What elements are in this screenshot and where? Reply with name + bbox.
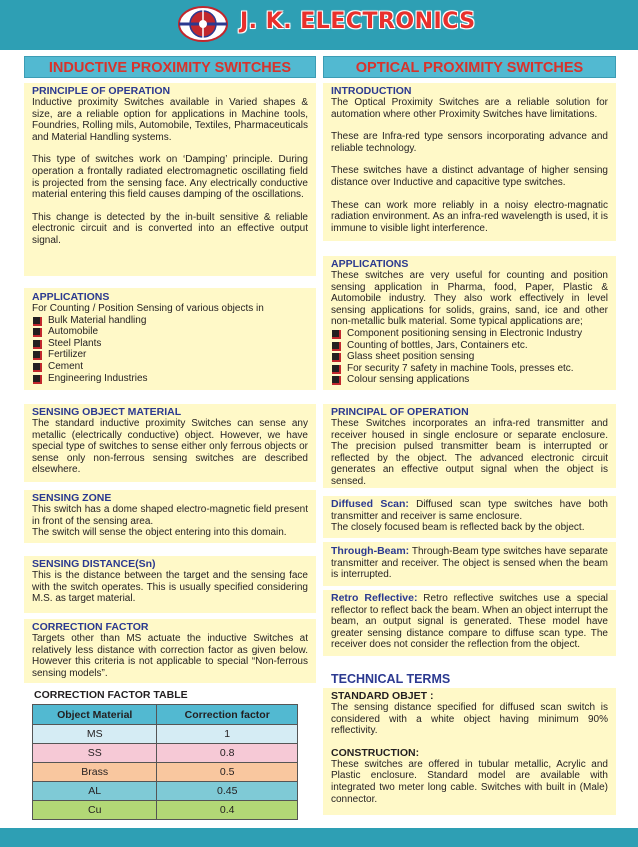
correction-factor-table xyxy=(32,704,298,820)
correction-factor-heading: CORRECTION FACTOR xyxy=(32,621,149,633)
diffused-scan-panel xyxy=(323,496,616,538)
principle-paragraph-2: This type of switches work on ‘Damping’ principle. During operation a frontally radiated electromagnetic oscillating field is projected from the sensing face. Any electrically conductive material entering this field causes damping of the oscillations. xyxy=(32,154,308,201)
technical-terms-panel xyxy=(323,688,616,815)
diffused-text-2: The closely focused beam is reflected back by the object. xyxy=(331,522,585,534)
brand-name: J. K. ELECTRONICS xyxy=(240,9,476,34)
footer-bar xyxy=(0,828,638,847)
retro-text: Retro reflective switches use a special reflector to reflect back the beam. When an object interrupt the beam, an output signal is generated. These model have greater sensing distance compare to diffuse scan type. The receiver does not consider the reflection from the object. xyxy=(331,593,608,651)
table-header-factor: Correction factor xyxy=(157,705,298,725)
list-item: Engineering Industries xyxy=(32,373,308,385)
right-applications-intro: These switches are very useful for counting and position sensing application in Pharma, food, Paper, Plastic & Automobile industry. They also work effectively in level sensing applications for solids, grains, sand, ice and other non-metallic bulk material. Some typical applications are; xyxy=(331,270,608,328)
list-item: Bulk Material handling xyxy=(32,315,308,327)
introduction-heading: INTRODUCTION xyxy=(331,85,412,97)
factor-cell: 1 xyxy=(157,725,298,744)
list-item: Steel Plants xyxy=(32,338,308,350)
principal-operation-text: These Switches incorporates an infra-red transmitter and receiver housed in single enclosure or separate enclosure. The precision pulsed transmitter beam is interrupted or reflected by the object. The advanced electronic circuit generates an effective output signal when the object is sensed. xyxy=(331,418,608,487)
header-bar xyxy=(0,0,638,50)
optical-title: OPTICAL PROXIMITY SWITCHES xyxy=(323,56,616,78)
retro-reflective-panel xyxy=(323,590,616,656)
through-beam-text: Through-Beam type switches have separate transmitter and receiver. The object is sensed when the beam is interrupted. xyxy=(331,546,608,581)
sensing-object-text: The standard inductive proximity Switches can sense any metallic (electrically conductive) object. However, we have special type of switches to sense either only ferrous objects or sense only non-ferrous sensing switches are described elsewhere. xyxy=(32,418,308,476)
right-applications-heading: APPLICATIONS xyxy=(331,258,409,270)
material-cell: MS xyxy=(33,725,157,744)
list-item: Component positioning sensing in Electronic Industry xyxy=(331,328,608,340)
diffused-text: Diffused scan type switches have both transmitter and receiver is same enclosure. xyxy=(331,499,608,522)
right-applications-list xyxy=(331,328,608,386)
sensing-distance-text: This is the distance between the target and the sensing face with the switch operates. This is usually specified considering M.S. as target material. xyxy=(32,570,308,605)
list-item: Cement xyxy=(32,361,308,373)
material-cell: Brass xyxy=(33,763,157,782)
sensing-zone-heading: SENSING ZONE xyxy=(32,492,112,504)
construction-text: These switches are offered in tubular metallic, Acrylic and Plastic enclosure. Standard model are available with integrated two meter long cable. Switches with built in (Male) connector. xyxy=(331,758,608,805)
sensing-object-panel xyxy=(24,404,316,482)
sensing-distance-panel xyxy=(24,556,316,613)
introduction-panel xyxy=(323,83,616,241)
sensing-distance-heading: SENSING DISTANCE(Sn) xyxy=(32,558,156,570)
introduction-paragraph-3: These switches have a distinct advantage of higher sensing distance over Inductive and capacitive type switches. xyxy=(331,165,608,188)
list-item: Counting of bottles, Jars, Containers etc. xyxy=(331,340,608,352)
left-applications-list xyxy=(32,315,308,385)
left-applications-intro: For Counting / Position Sensing of various objects in xyxy=(32,303,264,314)
left-applications-panel xyxy=(24,288,316,390)
left-applications-heading: APPLICATIONS xyxy=(32,291,110,303)
table-row xyxy=(33,801,298,820)
list-item: Automobile xyxy=(32,326,308,338)
table-header-material: Object Material xyxy=(33,705,157,725)
principal-operation-heading: PRINCIPAL OF OPERATION xyxy=(331,406,469,418)
list-item: Colour sensing applications xyxy=(331,374,608,386)
principle-paragraph-1: Inductive proximity Switches available in Varied shapes & size, are a reliable option for applications in Machine tools, Foundries, Rolling mils, Automobile, Textiles, Pharmaceuticals and Material Handling systems. xyxy=(32,97,308,143)
table-row xyxy=(33,782,298,801)
construction-heading: CONSTRUCTION: xyxy=(331,746,420,759)
list-item: Glass sheet position sensing xyxy=(331,351,608,363)
sensing-zone-panel xyxy=(24,490,316,543)
list-item: For security 7 safety in machine Tools, presses etc. xyxy=(331,363,608,375)
standard-object-heading: STANDARD OBJET : xyxy=(331,690,434,702)
principal-operation-panel xyxy=(323,404,616,488)
correction-factor-text: Targets other than MS actuate the inductive Switches at relatively less distance with correction factor as given below. However this criteria is not applicable to special “Non-ferrous sensing models”. xyxy=(32,633,308,679)
diffused-label: Diffused Scan: xyxy=(331,498,409,510)
list-item: Fertilizer xyxy=(32,349,308,361)
technical-terms-heading: TECHNICAL TERMS xyxy=(331,672,451,686)
sensing-zone-text-1: This switch has a dome shaped electro-magnetic field present in front of the sensing area. xyxy=(32,504,308,527)
introduction-paragraph-1: The Optical Proximity Switches are a reliable solution for automation where other Proximity Switches have limitations. xyxy=(331,97,608,120)
right-applications-panel xyxy=(323,256,616,390)
introduction-paragraph-2: These are Infra-red type sensors incorporating advance and reliable technology. xyxy=(331,131,608,154)
principle-panel xyxy=(24,83,316,276)
retro-label: Retro Reflective: xyxy=(331,592,418,604)
material-cell: SS xyxy=(33,744,157,763)
cf-table-heading: CORRECTION FACTOR TABLE xyxy=(34,689,188,701)
company-logo-icon xyxy=(177,5,229,43)
factor-cell: 0.5 xyxy=(157,763,298,782)
factor-cell: 0.45 xyxy=(157,782,298,801)
correction-factor-panel xyxy=(24,619,316,683)
table-row xyxy=(33,744,298,763)
material-cell: AL xyxy=(33,782,157,801)
introduction-paragraph-4: These can work more reliably in a noisy electro-magnatic radiation environment. As an infra-red wavelength is used, it is immune to visible light interference. xyxy=(331,199,608,234)
factor-cell: 0.8 xyxy=(157,744,298,763)
through-beam-panel xyxy=(323,542,616,586)
factor-cell: 0.4 xyxy=(157,801,298,820)
material-cell: Cu xyxy=(33,801,157,820)
table-row xyxy=(33,763,298,782)
table-row xyxy=(33,725,298,744)
inductive-title: INDUCTIVE PROXIMITY SWITCHES xyxy=(24,56,316,78)
sensing-zone-text-2: The switch will sense the object entering into this domain. xyxy=(32,527,287,539)
through-beam-label: Through-Beam: xyxy=(331,545,410,557)
principle-heading: PRINCIPLE OF OPERATION xyxy=(32,85,171,97)
principle-paragraph-3: This change is detected by the in-built sensitive & reliable electronic circuit and is converted into an effective output signal. xyxy=(32,211,308,246)
standard-object-text: The sensing distance specified for diffused scan switch is considered with a white object having minimum 90% reflectivity. xyxy=(331,702,608,737)
sensing-object-heading: SENSING OBJECT MATERIAL xyxy=(32,406,182,418)
